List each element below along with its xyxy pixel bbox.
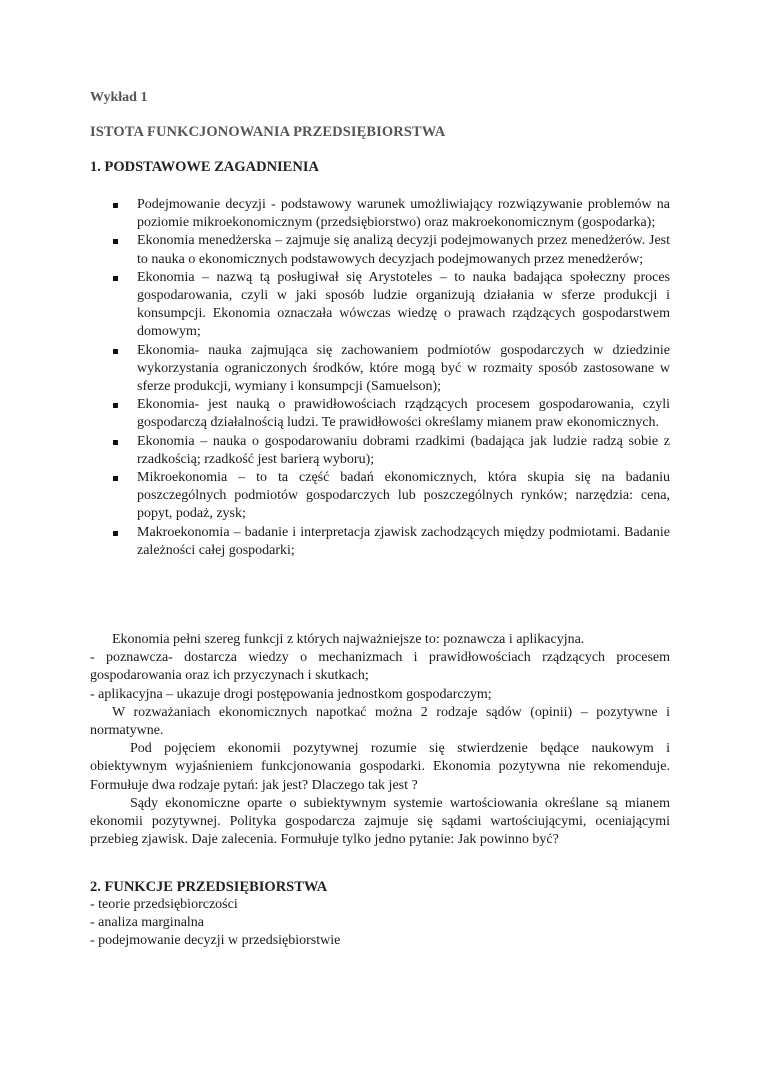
- bullet-item: Ekonomia- jest nauką o prawidłowościach rządzących procesem gospodarowania, czyli gospodarczą działalnością ludzi. Te prawidłowości określamy mianem praw ekonomicznych.: [113, 396, 670, 432]
- bullet-item: Makroekonomia – badanie i interpretacja zjawisk zachodzących między podmiotami. Badanie zależności całej gospodarki;: [113, 524, 670, 560]
- section-1-paragraphs: [90, 631, 670, 849]
- section-1-heading: 1. PODSTAWOWE ZAGADNIENIA: [90, 159, 319, 175]
- paragraph-functions: Ekonomia pełni szereg funkcji z których najważniejsze to: poznawcza i aplikacyjna.: [112, 632, 585, 647]
- section-2-list: [90, 896, 340, 950]
- list-item: - podejmowanie decyzji w przedsiębiorstwie: [90, 933, 341, 948]
- section-2-heading: 2. FUNKCJE PRZEDSIĘBIORSTWA: [90, 879, 328, 895]
- paragraph-positive-economics: Pod pojęciem ekonomii pozytywnej rozumie się stwierdzenie będące naukowym i obiektywnym wyjaśnieniem funkcjonowania gospodarki. Ekonomia pozytywna nie rekomenduje. Formułuje dwa rodzaje pytań: jak jest? Dlaczego tak jest ?: [90, 741, 670, 793]
- list-item: - teorie przedsiębiorczości: [90, 897, 238, 912]
- bullet-item: Ekonomia – nazwą tą posługiwał się Arystoteles – to nauka badająca społeczny proces gospodarowania, czyli w jaki sposób ludzie organizują działania w sferze produkcji i konsumpcji. Ekonomia oznaczała wówczas wiedzę o prawach rządzących gospodarstwem domowym;: [113, 269, 670, 342]
- lecture-label: Wykład 1: [90, 90, 148, 105]
- bullet-item: Ekonomia- nauka zajmująca się zachowaniem podmiotów gospodarczych w dziedzinie wykorzystania ograniczonych środków, które mogą być w rozmaity sposób zastosowane w sferze produkcji, wymiany i konsumpcji (Samuelson);: [113, 342, 670, 397]
- paragraph-applied: - aplikacyjna – ukazuje drogi postępowania jednostkom gospodarczym;: [90, 686, 492, 702]
- section-1-bullet-list: [113, 196, 670, 560]
- main-title: ISTOTA FUNKCJONOWANIA PRZEDSIĘBIORSTWA: [90, 124, 446, 140]
- bullet-item: Ekonomia – nauka o gospodarowaniu dobrami rzadkimi (badająca jak ludzie radzą sobie z rzadkością; rzadkość jest barierą wyboru);: [113, 433, 670, 469]
- bullet-item: Mikroekonomia – to ta część badań ekonomicznych, która skupia się na badaniu poszczególnych podmiotów gospodarczych lub poszczególnych rynków; narzędzia: cena, popyt, podaż, zysk;: [113, 469, 670, 524]
- list-item: - analiza marginalna: [90, 915, 205, 930]
- paragraph-judgments: W rozważaniach ekonomicznych napotkać można 2 rodzaje sądów (opinii) – pozytywne i normatywne.: [90, 704, 670, 739]
- bullet-item: Ekonomia menedżerska – zajmuje się analizą decyzji podejmowanych przez menedżerów. Jest to nauka o ekonomicznych podstawowych decyzjach podejmowanych przez menedżerów;: [113, 232, 670, 268]
- paragraph-normative-judgments: Sądy ekonomiczne oparte o subiektywnym systemie wartościowania określane są mianem ekonomii pozytywnej. Polityka gospodarcza zajmuje się sądami wartościującymi, oceniającymi przebieg zjawisk. Daje zalecenia. Formułuje tylko jedno pytanie: Jak powinno być?: [90, 795, 670, 848]
- bullet-item: Podejmowanie decyzji - podstawowy warunek umożliwiający rozwiązywanie problemów na poziomie mikroekonomicznym (przedsiębiorstwo) oraz makroekonomicznym (gospodarka);: [113, 196, 670, 232]
- paragraph-cognitive: - poznawcza- dostarcza wiedzy o mechanizmach i prawidłowościach rządzących procesem gospodarowania oraz ich przyczynach i skutkach;: [90, 650, 670, 684]
